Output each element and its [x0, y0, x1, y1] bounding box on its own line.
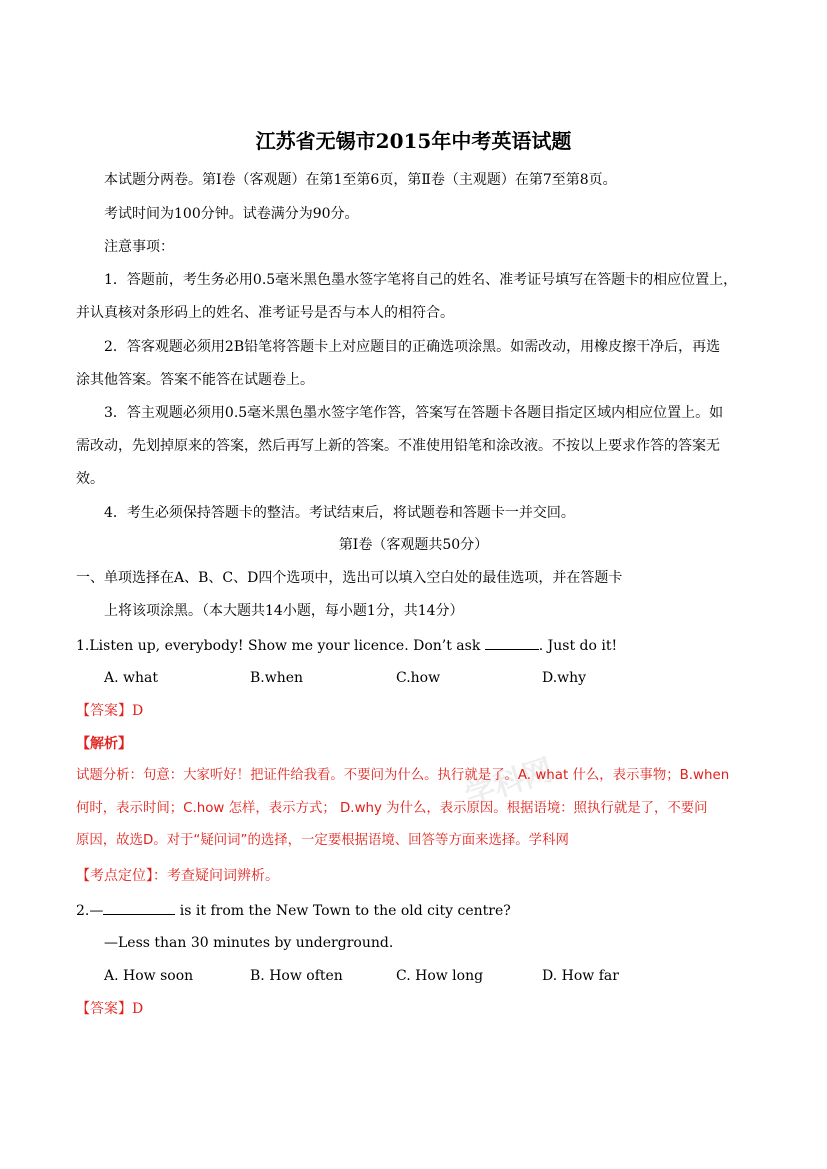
question-2-text: 2.— [76, 903, 104, 919]
question-1-stem [76, 635, 617, 656]
question-1-analysis-2: 何时，表示时间；C.how 怎样，表示方式； D.why 为什么，表示原因。根据语境：照执行就是了，不要问 [76, 801, 708, 816]
section-heading: 第Ⅰ卷（客观题共50分） [338, 537, 489, 553]
question-1-point: 【考点定位】：考查疑问词辨析。 [76, 868, 279, 884]
question-2-option-b: B. How often [250, 968, 343, 984]
watermark-text: 学科网 [461, 752, 558, 814]
question-1-option-b: B.when [250, 670, 304, 686]
question-1-option-d: D.why [542, 670, 587, 686]
notice-title: 注意事项： [104, 239, 174, 255]
notice-item-1-cont: 并认真核对条形码上的姓名、准考证号是否与本人的相符合。 [76, 305, 454, 321]
part-instruction-cont: 上将该项涂黑。（本大题共14小题，每小题1分，共14分） [104, 603, 464, 619]
intro-line-1: 本试题分两卷。第Ⅰ卷（客观题）在第1至第6页，第Ⅱ卷（主观题）在第7至第8页。 [104, 172, 617, 188]
notice-item-3-cont: 需改动，先划掉原来的答案，然后再写上新的答案。不准使用铅笔和涂改液。不按以上要求作答的答案无 [76, 438, 720, 454]
notice-item-3: 3．答主观题必须用0.5毫米黑色墨水签字笔作答，答案写在答题卡各题目指定区域内相应位置上。如 [104, 405, 724, 421]
question-1-answer: 【答案】D [76, 703, 144, 719]
question-1-analysis-1: 试题分析：句意：大家听好！把证件给我看。不要问为什么。执行就是了。A. what 什么，表示事物；B.when [76, 768, 730, 783]
question-2-option-a: A. How soon [104, 968, 194, 984]
question-2-stem [76, 900, 511, 921]
question-2-option-d: D. How far [542, 968, 619, 984]
question-1-option-a: A. what [104, 670, 158, 686]
question-1-text: 1.Listen up, everybody! Show me your licence. Don’t ask [76, 638, 481, 654]
question-1-blank [485, 635, 539, 650]
question-1-analysis-3: 原因，故选D。对于“疑问词”的选择，一定要根据语境、回答等方面来选择。学科网 [76, 833, 569, 848]
page-title: 江苏省无锡市2015年中考英语试题 [255, 129, 572, 153]
notice-item-2-cont: 涂其他答案。答案不能答在试题卷上。 [76, 372, 314, 388]
notice-item-2: 2．答客观题必须用2B铅笔将答题卡上对应题目的正确选项涂黑。如需改动，用橡皮擦干净后，再选 [104, 339, 721, 355]
intro-line-2: 考试时间为100分钟。试卷满分为90分。 [104, 206, 359, 222]
question-2-text-end: is it from the New Town to the old city centre? [175, 903, 511, 919]
question-1-option-c: C.how [396, 670, 441, 686]
question-1-analysis-label: 【解析】 [76, 736, 132, 752]
question-2-reply: —Less than 30 minutes by underground. [104, 935, 394, 951]
part-instruction: 一、单项选择在A、B、C、D四个选项中，选出可以填入空白处的最佳选项，并在答题卡 [76, 570, 623, 586]
question-2-answer: 【答案】D [76, 1001, 144, 1017]
question-2-blank [103, 900, 175, 915]
notice-item-3-end: 效。 [76, 471, 104, 487]
question-1-text-end: . Just do it! [538, 638, 618, 654]
notice-item-1: 1．答题前，考生务必用0.5毫米黑色墨水签字笔将自己的姓名、准考证号填写在答题卡的相应位置上， [104, 272, 738, 288]
question-2-option-c: C. How long [396, 968, 484, 984]
notice-item-4: 4．考生必须保持答题卡的整洁。考试结束后，将试题卷和答题卡一并交回。 [104, 505, 575, 521]
